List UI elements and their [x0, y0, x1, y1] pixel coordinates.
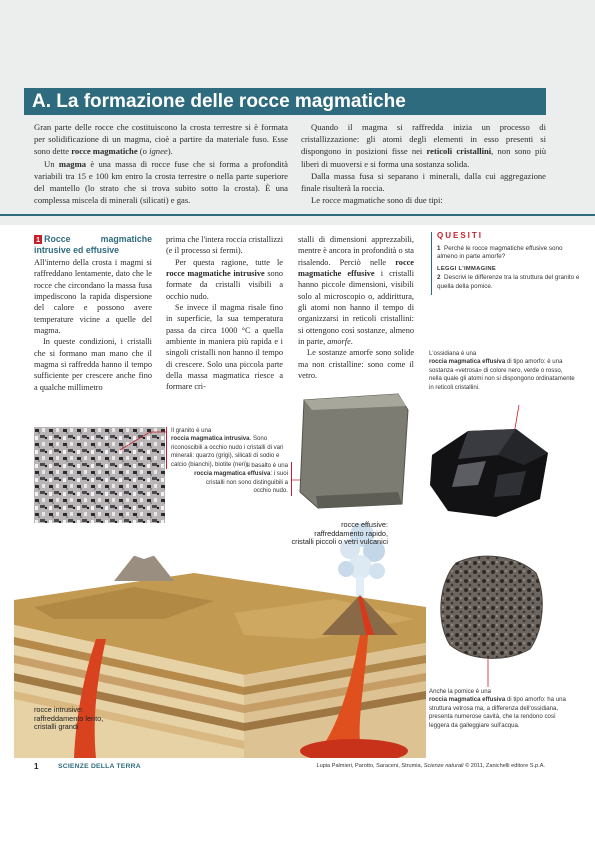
label-effusive: rocce effusive: raffreddamento rapido, cristalli piccoli o vetri vulcanici [291, 520, 388, 547]
col3-p1: stalli di dimensioni apprezzabili, mentre è ancora in profondità o sta risalendo. Perciò nelle rocce magmatiche effusive i cristalli hanno piccole dimensioni, visibili solo al microscopio o, addirittura, gli atomi non hanno il tempo di organizzarsi in reticoli cristallini: si ottengono così sostanze, almeno in parte, amorfe. [298, 235, 414, 347]
col1-p2: In queste condizioni, i cristalli che si formano man mano che il magma si raffredda hanno il tempo sufficiente per crescere anche fino a qualche millimetro [34, 337, 152, 392]
col1-p1: All'interno della crosta i magmi si raffreddano lentamente, dato che le rocce che circondano la massa fusa impediscono la rapida dispersione del calore e possono avere temperature vicine a quelle del magma. [34, 258, 152, 336]
intro-right-p2: Dalla massa fusa si separano i minerali, dalla cui aggregazione finale risulterà la roccia. [301, 170, 546, 194]
intro-right-p1: Quando il magma si raffredda inizia un processo di cristallizzazione: gli atomi degli elementi in esso presenti si dispongono in posizioni fisse nei reticoli cristallini, non sono più liberi di muoversi e si forma una sostanza solida. [301, 122, 547, 169]
intro-left-p2: Un magma è una massa di rocce fuse che si forma a profondità variabili tra 15 e 100 km entro la crosta terrestre o nella parte superiore del mantello (lo strato che si trova subito sotto la crosta). È una complessa miscela di minerali (silicati) e gas. [34, 158, 288, 206]
obsidian-image [428, 425, 552, 521]
intro-right-p3: Le rocce magmatiche sono di due tipi: [311, 195, 443, 206]
col2-p3: Se invece il magma risale fino in superficie, la sua temperatura passa da circa 1000 °C a quella ambiente in maniera più rapida e i singoli cristalli non hanno il tempo di crescere. Solo una piccola parte della massa magmatica riesce a formare cri- [166, 303, 283, 392]
label-intrusive: rocce intrusive: raffreddamento lento, cristalli grandi [34, 705, 104, 732]
question-1: 1 Perché le rocce magmatiche effusive sono almeno in parte amorfe? [437, 244, 563, 261]
pumice-image [436, 551, 546, 663]
granite-leader [120, 432, 166, 450]
page-number: 1 [34, 762, 39, 771]
col2-p2: Per questa ragione, tutte le rocce magmatiche intrusive sono formate da cristalli visibili a occhio nudo. [166, 257, 284, 301]
col2-p1: prima che l'intera roccia cristallizzi (e il processo si fermi). [166, 235, 283, 256]
quesiti-sub-heading: LEGGI L'IMMAGINE [437, 265, 496, 272]
col3-p2: Le sostanze amorfe sono solide ma non cristalline: sono come il vetro. [298, 348, 414, 381]
caption-ossidiana: L'ossidiana è una roccia magmatica effusiva di tipo amorfo: è una sostanza «vetrosa» di colore nero, verde o rosso, nella quale gli atomi non si dispongono ordinatamente in reticoli cristallini. [429, 350, 575, 391]
intro-left-p1: Gran parte delle rocce che costituiscono la crosta terrestre si è formata per solidificazione di un magma, cioè a partire da materiale fuso. Esse sono dette rocce magmatiche (o ignee). [34, 122, 288, 157]
caption-basalto: Il basalto è una roccia magmatica effusiva: i suoi cristalli non sono distinguibili a occhio nudo. [192, 462, 292, 496]
footer-subject: SCIENZE DELLA TERRA [58, 763, 141, 770]
basalt-image [298, 392, 410, 510]
caption-granito: Il granito è una roccia magmatica intrusiva. Sono riconoscibili a occhio nudo i cristalli di vari minerali: quarzo (grigi), silicati di sodio e calcio (bianchi), biotite (neri). [166, 427, 295, 469]
caption-pomice: Anche la pomice è una roccia magmatica effusiva di tipo amorfo: ha una struttura vetrosa ma, a differenza dell'ossidiana, presenta numerose cavità, che la rendono così leggera da galleggiare sull'acqua. [429, 688, 566, 729]
quesiti-heading: QUESITI [437, 231, 484, 240]
page-title: A. La formazione delle rocce magmatiche [32, 91, 406, 112]
section-heading: 1 Rocce magmatiche intrusive ed effusive [34, 234, 152, 255]
footer-credit: Lupia Palmieri, Parotto, Saraceni, Strumia, Scienze naturali © 2011, Zanichelli editore S.p.A. [316, 763, 545, 769]
section-number: 1 [36, 235, 41, 244]
question-2: 2 Descrivi le differenze tra la struttura del granito e quella della pomice. [437, 274, 580, 290]
